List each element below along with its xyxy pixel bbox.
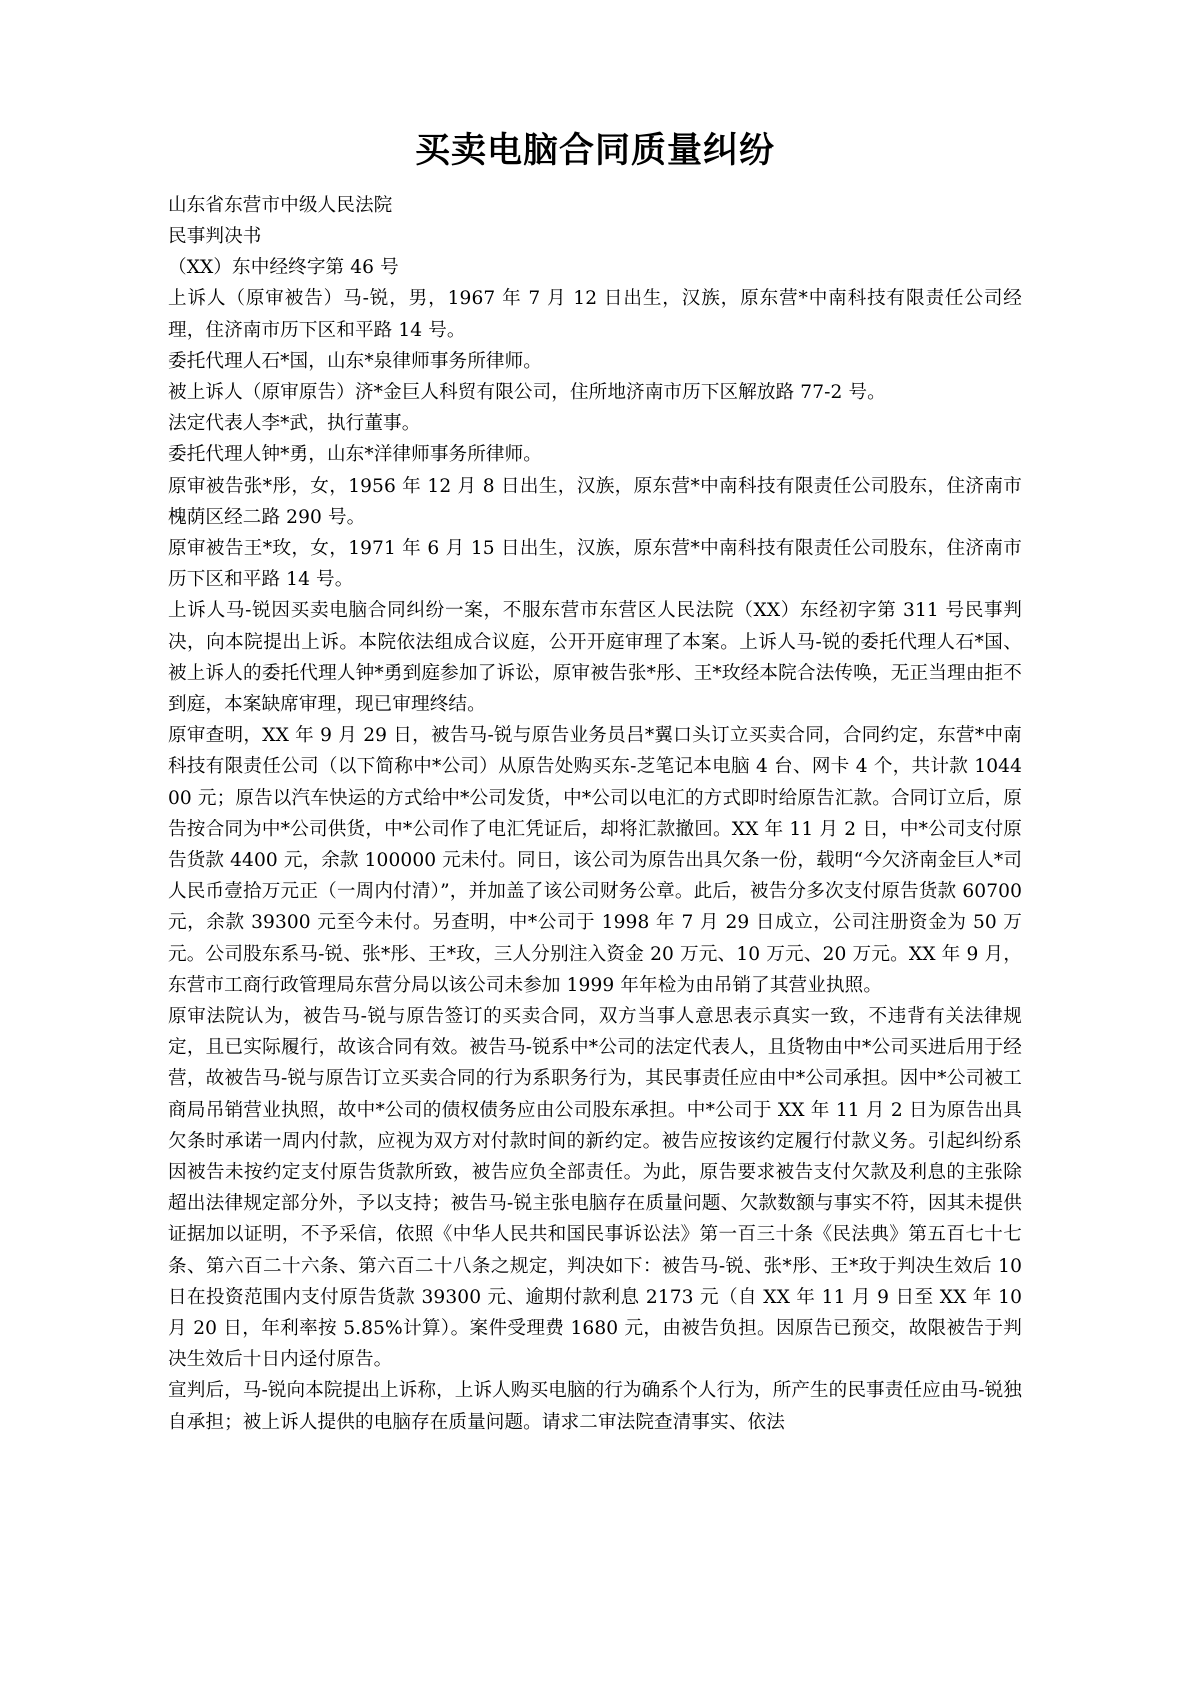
case-number: （XX）东中经终字第 46 号 [168, 257, 399, 279]
paragraph-appellant: 上诉人（原审被告）马-锐，男，1967 年 7 月 12 日出生，汉族，原东营*中南科技有限责任公司经理，住济南市历下区和平路 14 号。 [168, 288, 1022, 341]
paragraph-legal-representative: 法定代表人李*武，执行董事。 [168, 413, 421, 435]
paragraph-appeal-claim: 宣判后，马-锐向本院提出上诉称，上诉人购买电脑的行为确系个人行为，所产生的民事责任应由马-锐独自承担；被上诉人提供的电脑存在质量问题。请求二审法院查清事实、依法 [168, 1380, 1022, 1433]
paragraph-original-defendant-zhang: 原审被告张*彤，女，1956 年 12 月 8 日出生，汉族，原东营*中南科技有限责任公司股东，住济南市槐荫区经二路 290 号。 [168, 475, 1022, 528]
paragraph-trial-court-reasoning: 原审法院认为，被告马-锐与原告签订的买卖合同，双方当事人意思表示真实一致，不违背有关法律规定，且已实际履行，故该合同有效。被告马-锐系中*公司的法定代表人，且货物由中*公司买进后用于经营，故被告马-锐与原告订立买卖合同的行为系职务行为，其民事责任应由中*公司承担。因中*公司被工商局吊销营业执照，故中*公司的债权债务应由公司股东承担。中*公司于 XX 年 11 月 2 日为原告出具欠条时承诺一周内付款，应视为双方对付款时间的新约定。被告应按该约定履行付款义务。引起纠纷系因被告未按约定支付原告货款所致，被告应负全部责任。为此，原告要求被告支付欠款及利息的主张除超出法律规定部分外，予以支持；被告马-锐主张电脑存在质量问题、欠款数额与事实不符，因其未提供证据加以证明，不予采信，依照《中华人民共和国民事诉讼法》第一百三十条《民法典》第五百七十七条、第六百二十六条、第六百二十八条之规定，判决如下：被告马-锐、张*彤、王*玫于判决生效后 10 日在投资范围内支付原告货款 39300 元、逾期付款利息 2173 元（自 XX 年 11 月 9 日至 XX 年 10 月 20 日，年利率按 5.85%计算）。案件受理费 1680 元，由被告负担。因原告已预交，故限被告于判决生效后十日内迳付原告。 [168, 1006, 1022, 1371]
court-name: 山东省东营市中级人民法院 [168, 194, 393, 216]
paragraph-appellant-agent: 委托代理人石*国，山东*泉律师事务所律师。 [168, 350, 542, 372]
paragraph-appellee-agent: 委托代理人钟*勇，山东*洋律师事务所律师。 [168, 444, 542, 466]
page-title: 买卖电脑合同质量纠纷 [414, 131, 775, 171]
paragraph-appellee: 被上诉人（原审原告）济*金巨人科贸有限公司，住所地济南市历下区解放路 77-2 号。 [168, 381, 886, 403]
paragraph-findings-of-fact: 原审查明，XX 年 9 月 29 日，被告马-锐与原告业务员吕*翼口头订立买卖合同，合同约定，东营*中南科技有限责任公司（以下简称中*公司）从原告处购买东-芝笔记本电脑 4 台、网卡 4 个，共计款 104400 元；原告以汽车快运的方式给中*公司发货，中*公司以电汇的方式即时给原告汇款。合同订立后，原告按合同为中*公司供货，中*公司作了电汇凭证后，却将汇款撤回。XX 年 11 月 2 日，中*公司支付原告货款 4400 元，余款 100000 元未付。同日，该公司为原告出具欠条一份，载明“今欠济南金巨人*司人民币壹拾万元正（一周内付清）”，并加盖了该公司财务公章。此后，被告分多次支付原告货款 60700 元，余款 39300 元至今未付。另查明，中*公司于 1998 年 7 月 29 日成立，公司注册资金为 50 万元。公司股东系马-锐、张*彤、王*玫，三人分别注入资金 20 万元、10 万元、20 万元。XX 年 9 月，东营市工商行政管理局东营分局以该公司未参加 1999 年年检为由吊销了其营业执照。 [168, 725, 1023, 996]
paragraph-original-defendant-wang: 原审被告王*玫，女，1971 年 6 月 15 日出生，汉族，原东营*中南科技有限责任公司股东，住济南市历下区和平路 14 号。 [168, 537, 1022, 591]
document-type: 民事判决书 [168, 225, 262, 247]
paragraph-procedural-history: 上诉人马-锐因买卖电脑合同纠纷一案，不服东营市东营区人民法院（XX）东经初字第 311 号民事判决，向本院提出上诉。本院依法组成合议庭，公开开庭审理了本案。上诉人马-锐的委托代理人石*国、被上诉人的委托代理人钟*勇到庭参加了诉讼，原审被告张*彤、王*玫经本院合法传唤，无正当理由拒不到庭，本案缺席审理，现已审理终结。 [168, 600, 1022, 715]
document-body [168, 190, 1022, 1438]
